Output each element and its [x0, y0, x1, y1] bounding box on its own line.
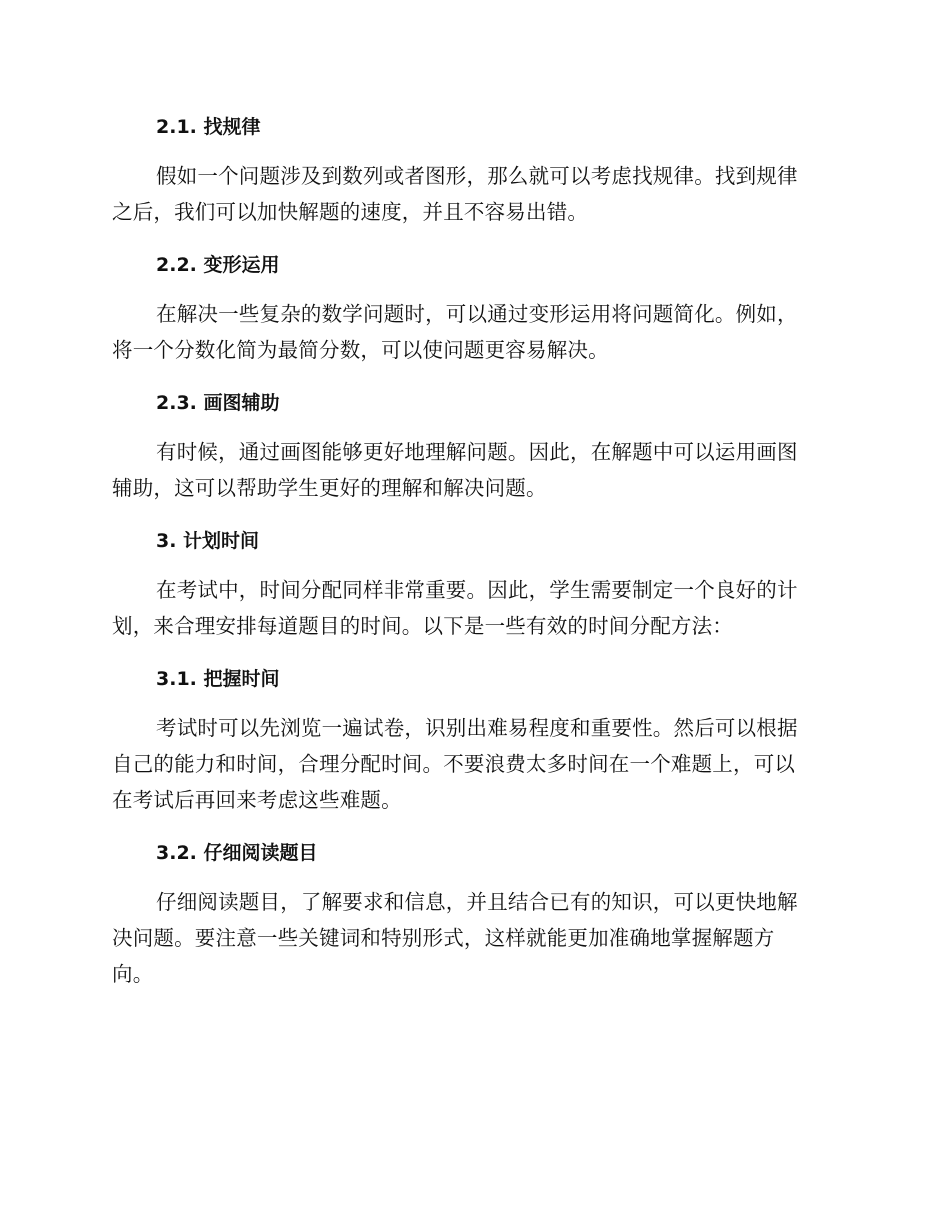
paragraph-line: 辅助，这可以帮助学生更好的理解和解决问题。	[112, 476, 547, 500]
paragraph-line: 划，来合理安排每道题目的时间。以下是一些有效的时间分配方法：	[112, 614, 733, 638]
paragraph-line: 有时候，通过画图能够更好地理解问题。因此，在解题中可以运用画图	[156, 440, 798, 464]
section-heading-2-3: 2.3. 画图辅助	[156, 392, 280, 414]
paragraph-line: 假如一个问题涉及到数列或者图形，那么就可以考虑找规律。找到规律	[156, 164, 798, 188]
section-paragraph-2-3	[112, 434, 830, 506]
paragraph-line: 向。	[112, 962, 154, 986]
paragraph-line: 考试时可以先浏览一遍试卷，识别出难易程度和重要性。然后可以根据	[156, 716, 798, 740]
paragraph-line: 仔细阅读题目，了解要求和信息，并且结合已有的知识，可以更快地解	[156, 890, 798, 914]
section-paragraph-2-2	[112, 296, 830, 368]
paragraph-line: 在解决一些复杂的数学问题时，可以通过变形运用将问题简化。例如，	[156, 302, 798, 326]
document-body	[112, 112, 830, 1012]
section-paragraph-3	[112, 572, 830, 644]
section-heading-2-2: 2.2. 变形运用	[156, 254, 280, 276]
section-paragraph-3-1	[112, 710, 830, 818]
section-paragraph-3-2	[112, 884, 830, 992]
paragraph-line: 自己的能力和时间，合理分配时间。不要浪费太多时间在一个难题上，可以	[112, 752, 796, 776]
section-heading-2-1: 2.1. 找规律	[156, 116, 261, 138]
paragraph-line: 在考试中，时间分配同样非常重要。因此，学生需要制定一个良好的计	[156, 578, 798, 602]
paragraph-line: 在考试后再回来考虑这些难题。	[112, 788, 402, 812]
section-heading-3-1: 3.1. 把握时间	[156, 668, 280, 690]
section-heading-3: 3. 计划时间	[156, 530, 260, 552]
section-heading-3-2: 3.2. 仔细阅读题目	[156, 842, 318, 864]
paragraph-line: 决问题。要注意一些关键词和特别形式，这样就能更加准确地掌握解题方	[112, 926, 775, 950]
paragraph-line: 将一个分数化简为最简分数，可以使问题更容易解决。	[112, 338, 609, 362]
paragraph-line: 之后，我们可以加快解题的速度，并且不容易出错。	[112, 200, 589, 224]
section-paragraph-2-1	[112, 158, 830, 230]
